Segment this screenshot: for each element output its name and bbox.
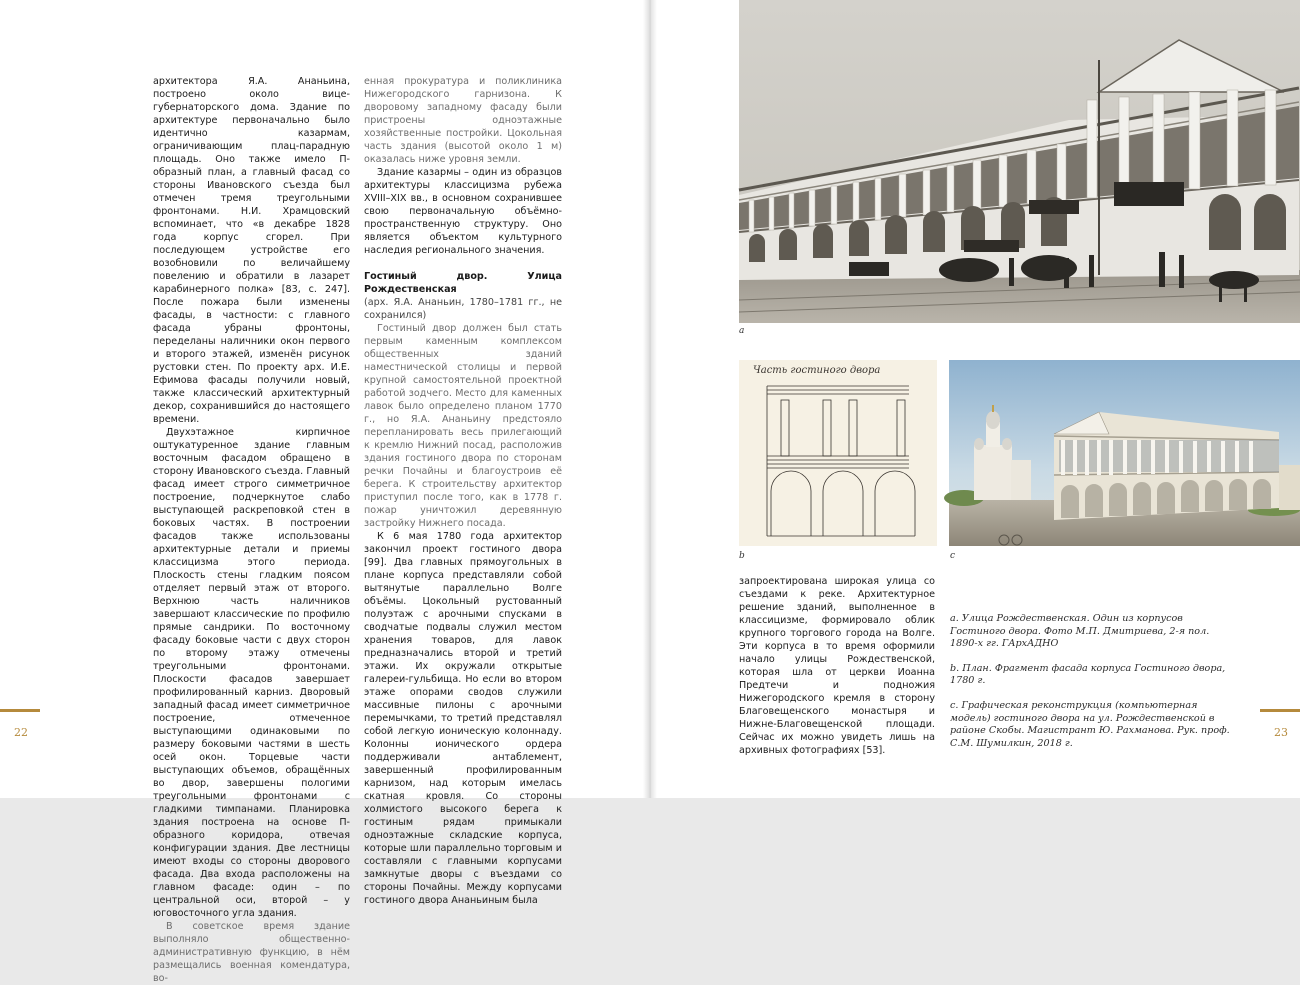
left-column-1 [153, 75, 350, 985]
paragraph: Здание казармы – один из образцов архитектуры классицизма рубежа XVIII–XIX вв., в основном сохранившее свою первоначальную объёмно-пространственную структуру. Оно является объектом культурного наследия регионального значения. [364, 167, 562, 256]
section-subtitle: (арх. Я.А. Ананьин, 1780–1781 гг., не сохранился) [364, 297, 562, 321]
section-title: Гостиный двор. Улица Рождественская [364, 271, 562, 295]
reconstruction-image [949, 360, 1300, 546]
reconstruction-render-c [949, 360, 1300, 546]
caption-c: c. Графическая реконструкция (компьютерная модель) гостиного двора на ул. Рождественской в районе Скобы. Магистрант Ю. Рахманова. Рук. проф. С.М. Шумилкин, 2018 г. [950, 699, 1230, 749]
right-page [650, 0, 1300, 798]
paragraph: К 6 мая 1780 года архитектор закончил проект гостиного двора [99]. Два главных прямоугольных в плане корпуса представляли собой вытянутые параллельно Волге объёмы. Цокольный рустованный полуэтаж с арочными спусками в сводчатые подвалы служил местом хранения товаров, для лавок предназначались второй и третий этажи. Их окружали открытые галереи-гульбища. Но если во втором этаже опорами сводов служили массивные пилоны с арочными перемычками, то третий представлял собой легкую ионическую колоннаду. Колонны ионического ордера поддерживали антаблемент, завершенный профилированным карнизом, над которым имелась скатная кровля. Со стороны холмистого высокого берега к гостиным рядам примыкали одноэтажные складские корпуса, которые шли параллельно торговым и составляли с главными корпусами замкнутые дворы с въездами со стороны Почайны. Между корпусами гостиного двора Ананьиным была [364, 531, 562, 906]
paragraph: архитектора Я.А. Ананьина, построено около вице-губернаторского дома. Здание по архитектуре первоначально было идентично казармам, ограничивающим плац-парадную площадь. Оно также имело П-образный план, а главный фасад со стороны Ивановского съезда был отмечен тремя треугольными фронтонами. Н.И. Храмцовский вспоминает, что «в декабре 1828 года корпус сгорел. При последующем устройстве его возобновили по величайшему повелению и обратили в лазарет карабинерного полка» [83, с. 247]. После пожара были изменены фасады, в частности: с главного фасада убраны фронтоны, переделаны наличники окон первого и второго этажей, изменён рисунок рустовки стен. По проекту арх. И.Е. Ефимова фасады получили новый, также классический архитектурный декор, сохранившийся до настоящего времени. [153, 76, 350, 425]
section-heading [364, 270, 562, 322]
photo-c-label: c [950, 551, 956, 561]
paragraph: Двухэтажное кирпичное оштукатуренное здание главным восточным фасадом обращено в сторону Ивановского съезда. Главный фасад имеет строго симметричное построение, подчеркнутое слабо выступающей раскреповкой стен в боковых частях. В построении фасадов также использованы архитектурные детали и приемы классицизма этого периода. Плоскость стены гладким поясом отделяет первый этаж от второго. Верхнюю часть наличников завершают классические по профилю прямые сандрики. По восточному фасаду боковые части с двух сторон по второму этажу отмечены треугольными фронтонами. Плоскости фасадов завершает профилированный карниз. Дворовый западный фасад имеет симметричное построение, отмеченное выступающими одинаковыми по размеру боковыми частями в шесть осей окон. Торцевые части выступающих объемов, обращённых во двор, завершены пологими треугольными фронтонами с гладкими тимпанами. Планировка здания построена на основе П-образного коридора, отвечая конфигурации здания. Две лестницы имеют входы со стороны дворового фасада. Два входа расположены на главном фасаде: один – по центральной оси, второй – у юговосточного угла здания. [153, 427, 350, 919]
historic-photo-image [739, 0, 1300, 323]
caption-a: a. Улица Рождественская. Один из корпусов Гостиного двора. Фото М.П. Дмитриева, 2-я пол. 1890-х гг. ГАрхАДНО [950, 613, 1210, 650]
left-column-2 [364, 75, 562, 907]
captions [950, 613, 1235, 762]
facade-drawing-image [739, 360, 937, 546]
photo-b-label: b [739, 551, 745, 561]
paragraph: Гостиный двор должен был стать первым каменным комплексом общественных зданий наместнической столицы и первой крупной самостоятельной проектной работой зодчего. Место для каменных лавок было определено планом 1770 г., но Я.А. Ананьину предстояло перепланировать весь прилегающий к кремлю Нижний посад, расположив здания гостиного двора по сторонам речки Почайны и благоустроив её берега. К строительству архитектор приступил после того, как в 1778 г. пожар уничтожил деревянную застройку Нижнего посада. [364, 323, 562, 529]
page-number: 22 [14, 726, 28, 739]
historic-photo-a [739, 0, 1300, 323]
caption-b: b. План. Фрагмент фасада корпуса Гостиного двора, 1780 г. [950, 662, 1226, 687]
facade-drawing-b [739, 360, 937, 546]
right-body-column [739, 575, 935, 757]
book-gutter [643, 0, 657, 798]
page-rule [0, 709, 40, 712]
photo-a-label: a [739, 326, 745, 336]
paragraph: енная прокуратура и поликлиника Нижегородского гарнизона. К дворовому западному фасаду были пристроены одноэтажные хозяйственные постройки. Цокольная часть здания (высотой около 1 м) оказалась ниже уровня земли. [364, 76, 562, 165]
drawing-title: Часть гостиного двора [753, 365, 881, 376]
left-page [0, 0, 650, 984]
page-rule [1260, 709, 1300, 712]
page-number: 23 [1274, 726, 1288, 739]
paragraph: В советское время здание выполняло общественно-административную функцию, в нём размещались военная комендатура, во- [153, 921, 350, 984]
paragraph: запроектирована широкая улица со съездами к реке. Архитектурное решение зданий, выполненное в классицизме, формировало облик крупного торгового города на Волге. Эти корпуса в то время оформили начало улицы Рождественской, которая шла от церкви Иоанна Предтечи и подножия Нижегородского кремля в сторону Благовещенского монастыря и Нижне-Благовещенской площади. Сейчас их можно увидеть лишь на архивных фотографиях [53]. [739, 576, 935, 756]
